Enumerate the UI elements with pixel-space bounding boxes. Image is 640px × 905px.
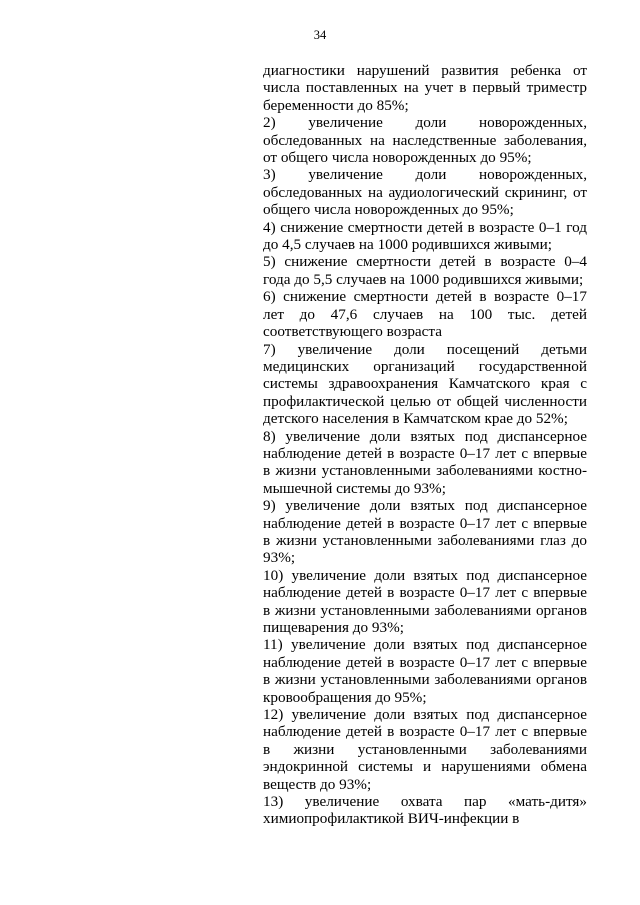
list-item-9: 9) увеличение доли взятых под диспансерное наблюдение детей в возрасте 0–17 лет с впервые в жизни установленными заболеваниями глаз до 93%;: [263, 497, 587, 567]
list-item-12: 12) увеличение доли взятых под диспансерное наблюдение детей в возрасте 0–17 лет с впервые в жизни установленными заболеваниями эндокринной системы и нарушениями обмена веществ до 93%;: [263, 706, 587, 793]
list-item-13: 13) увеличение охвата пар «мать-дитя» химиопрофилактикой ВИЧ-инфекции в: [263, 793, 587, 828]
list-item-2: 2) увеличение доли новорожденных, обследованных на наследственные заболевания, от общего числа новорожденных до 95%;: [263, 114, 587, 167]
list-item-8: 8) увеличение доли взятых под диспансерное наблюдение детей в возрасте 0–17 лет с впервые в жизни установленными заболеваниями костно-мышечной системы до 93%;: [263, 427, 587, 497]
paragraph-continuation: диагностики нарушений развития ребенка от числа поставленных на учет в первый триместр беременности до 85%;: [263, 62, 587, 114]
list-item-6: 6) снижение смертности детей в возрасте 0–17 лет до 47,6 случаев на 100 тыс. детей соответствующего возраста: [263, 288, 587, 341]
list-item-4: 4) снижение смертности детей в возрасте 0–1 год до 4,5 случаев на 1000 родившихся живыми;: [263, 218, 587, 254]
list-item-10: 10) увеличение доли взятых под диспансерное наблюдение детей в возрасте 0–17 лет с впервые в жизни установленными заболеваниями органов пищеварения до 93%;: [263, 566, 587, 636]
list-item-7: 7) увеличение доли посещений детьми медицинских организаций государственной системы здравоохранения Камчатского края с профилактической целью от общей численности детского населения в Камчатском крае до 52%;: [263, 340, 587, 428]
list-item-3: 3) увеличение доли новорожденных, обследованных на аудиологический скрининг, от общего числа новорожденных до 95%;: [263, 166, 587, 219]
document-body: [263, 62, 587, 828]
page-number: 34: [313, 28, 327, 42]
list-item-5: 5) снижение смертности детей в возрасте 0–4 года до 5,5 случаев на 1000 родившихся живыми;: [263, 253, 587, 288]
list-item-11: 11) увеличение доли взятых под диспансерное наблюдение детей в возрасте 0–17 лет с впервые в жизни установленными заболеваниями органов кровообращения до 95%;: [263, 636, 587, 706]
